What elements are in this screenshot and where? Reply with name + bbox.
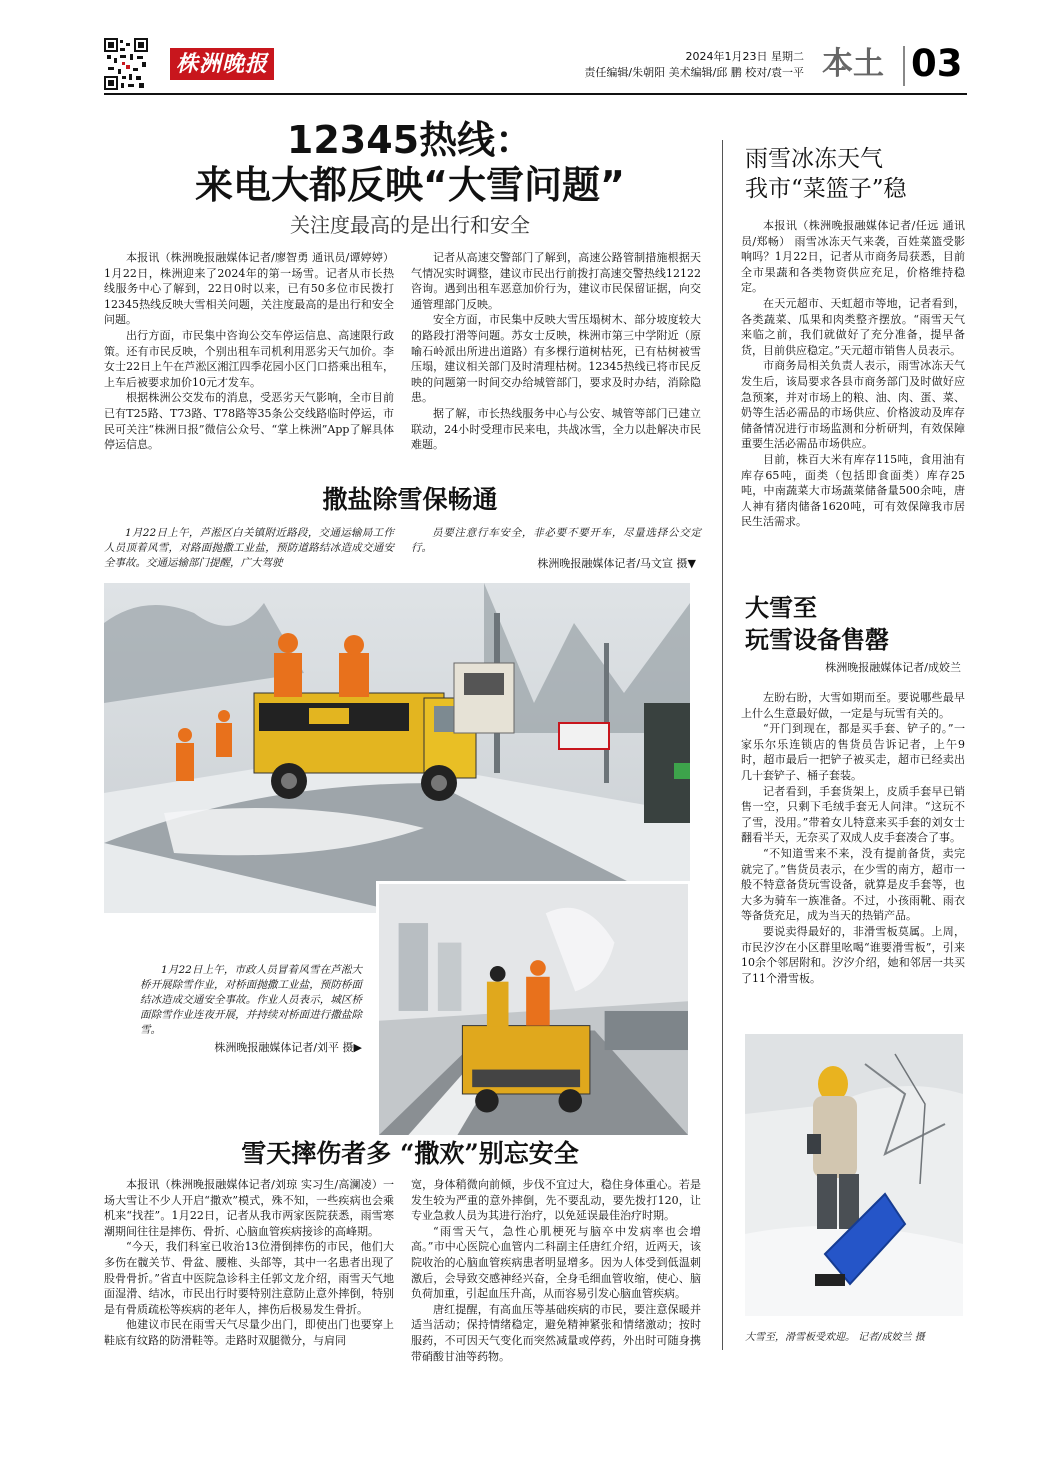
paragraph: 据了解，市长热线服务中心与公安、城管等部门已建立联动，24小时受理市民来电，共战冰雪，全力以赴解决市民难题。 <box>411 406 701 452</box>
paragraph: 目前，株百大米有库存115吨，食用油有库存65吨，面类（包括即食面类）库存25吨，中南蔬菜大市场蔬菜储备量500余吨，唐人神有猪肉储备1620吨，可有效保障我市居民生活需求。 <box>741 452 965 529</box>
issue-date: 2024年1月23日 星期二 <box>685 50 804 63</box>
section-name: 本土 <box>822 46 884 82</box>
photo2-caption: 1月22日上午，市政人员冒着风雪在芦淞大桥开展除雪作业，对桥面抛撒工业盐，预防桥面结冰造成交通安全事故。作业人员表示，城区桥面除雪作业连夜开展，并持续对桥面进行撒盐除雪。 <box>140 964 362 1036</box>
paragraph: 唐红提醒，有高血压等基础疾病的市民，要注意保暖并适当活动；保持情绪稳定，避免精神紧张和情绪激动；按时服药，不可因天气变化而突然减量或停药，外出时可随身携带硝酸甘油等药物。 <box>411 1302 701 1363</box>
page-number: 03 <box>911 42 963 85</box>
photo-story-headline: 撒盐除雪保畅通 <box>322 485 498 514</box>
sled-byline: 株洲晚报融媒体记者/成姣兰 <box>825 661 961 674</box>
child-sled-photo <box>745 1034 963 1316</box>
paragraph: “不知道雪来不来，没有提前备货，卖完就完了。”售货员表示，在少雪的南方，超市一般不特意备货玩雪设备，就算是皮手套等，也大多为骑车一族准备。不过，小孩雨靴、雨衣等备货充足，成为当天的热销产品。 <box>741 846 965 923</box>
main-headline-line1: 12345热线： <box>286 118 534 162</box>
masthead-rule <box>104 93 967 95</box>
paragraph: 本报讯（株洲晚报融媒体记者/任远 通讯员/郑畅） 雨雪冰冻天气来袭，百姓菜篮受影响吗？1月22日，记者从市商务局获悉，目前全市果蔬和各类物资供应充足，价格维持稳定。 <box>741 219 965 295</box>
basket-headline-line2: 我市“菜篮子”稳 <box>745 176 907 202</box>
basket-headline-line1: 雨雪冰冻天气 <box>745 146 883 172</box>
sled-story-body <box>741 690 965 986</box>
injury-story-col2 <box>411 1177 701 1364</box>
paragraph: 在天元超市、天虹超市等地，记者看到，各类蔬菜、瓜果和肉类整齐摆放。“雨雪天气来临之前，我们就做好了充分准备，提早备货，目前供应稳定。”天元超市销售人员表示。 <box>741 296 965 357</box>
paragraph: 宽，身体稍微向前倾，步伐不宜过大，稳住身体重心。若是发生较为严重的意外摔倒，先不要乱动，要先拨打120，让专业急救人员为其进行治疗，以免延误最佳治疗时期。 <box>411 1178 701 1223</box>
sled-headline-line1: 大雪至 <box>745 593 817 622</box>
paragraph: 要说卖得最好的，非滑雪板莫属。上周，市民汐汐在小区群里吆喝“谁要滑雪板”，引来10余个邻居附和。汐汐介绍，她和邻居一共买了11个滑雪板。 <box>741 924 965 985</box>
paragraph: 他建议市民在雨雪天气尽量少出门，即使出门也要穿上鞋底有纹路的防滑鞋等。走路时双腿微分，与肩同 <box>104 1318 394 1347</box>
main-subheadline: 关注度最高的是出行和安全 <box>290 213 530 237</box>
photo1-credit: 株洲晚报融媒体记者/马文宣 摄▼ <box>537 557 696 570</box>
paragraph: “今天，我们科室已收治13位滑倒摔伤的市民，他们大多伤在髋关节、骨盆、腰椎、头部等，其中一名患者出现了股骨骨折。”省直中医院急诊科主任郭文龙介绍，雨雪天气地面湿滑、结冰，市民出行时要特别注意防止意外摔倒，特别是有骨质疏松等疾病的老年人，摔伤后极易发生骨折。 <box>104 1240 394 1316</box>
basket-story-body <box>741 218 965 530</box>
sled-headline-line2: 玩雪设备售罄 <box>745 625 889 654</box>
column-rule <box>722 140 723 1350</box>
paragraph: 根据株洲公交发布的消息，受恶劣天气影响，全市目前已有T25路、T73路、T78路等35条公交线路临时停运，市民可关注“株洲日报”微信公众号、“掌上株洲”App了解具体停运信息。 <box>104 391 394 452</box>
paragraph: 左盼右盼，大雪如期而至。要说哪些最早上什么生意最好做，一定是与玩雪有关的。 <box>741 691 965 720</box>
photo2-credit: 株洲晚报融媒体记者/刘平 摄▶ <box>214 1041 362 1054</box>
paragraph: 记者看到，手套货架上，皮质手套早已销售一空，只剩下毛绒手套无人问津。“这玩不了雪，没用。”带着女儿特意来买手套的刘女士翻看半天，无奈买了双成人皮手套凑合了事。 <box>741 784 965 845</box>
paragraph: “开门到现在，都是买手套、铲子的。”一家乐尔乐连锁店的售货员告诉记者，上午9时，超市最后一把铲子被买走，超市已经卖出几十套铲子、桶子套装。 <box>741 722 965 782</box>
paragraph: 安全方面，市民集中反映大雪压塌树木、部分坡度较大的路段打滑等问题。苏女士反映，株洲市第三中学附近（原喻石岭派出所进出道路）有多棵行道树枯死，已有枯树被雪压塌，建议相关部门及时清理枯树。12345热线已将市民反映的问题第一时间交办给城管部门，要求及时办结，消除隐患。 <box>411 313 701 405</box>
injury-story-col1 <box>104 1177 394 1349</box>
section-divider <box>903 46 905 86</box>
editor-credits: 责任编辑/朱朝阳 美术编辑/邱 鹏 校对/袁一平 <box>584 66 804 79</box>
salt-spreading-photo <box>104 583 690 913</box>
photo1-caption-col2: 员要注意行车安全，非必要不要开车，尽量选择公交定行。 <box>411 527 701 554</box>
newspaper-logo: 株洲晚报 <box>170 48 274 80</box>
qr-code-icon <box>104 38 148 90</box>
injury-story-headline: 雪天摔伤者多 “撒欢”别忘安全 <box>241 1139 579 1168</box>
bridge-deicing-photo <box>376 881 691 1138</box>
paragraph: “雨雪天气，急性心肌梗死与脑卒中发病率也会增高。”市中心医院心血管内二科副主任唐红介绍，近两天，该院收治的心脑血管疾病患者明显增多。因为人体受到低温刺激后，会导致交感神经兴奋，全身毛细血管收缩，使心、脑负荷加重，引起血压升高，从而容易引发心脑血管疾病。 <box>411 1224 701 1301</box>
paragraph: 记者从高速交警部门了解到，高速公路管制措施根据天气情况实时调整，建议市民出行前拨打高速交警热线12122咨询。遇到出租车恶意加价行为，建议市民保留证据，向交通管理部门反映。 <box>411 251 701 311</box>
paragraph: 出行方面，市民集中咨询公交车停运信息、高速限行政策。还有市民反映，个别出租车司机利用恶劣天气加价。李女士22日上午在芦淞区湘江四季花园小区门口搭乘出租车，上车后被要求加价10元才发车。 <box>104 328 394 389</box>
paragraph: 本报讯（株洲晚报融媒体记者/刘琼 实习生/高澜凌）一场大雪让不少人开启“撒欢”模式，殊不知，一些疾病也会乘机来“找茬”。1月22日，记者从我市两家医院获悉，雨雪寒潮期间往往是摔伤、骨折、心脑血管疾病接诊的高峰期。 <box>104 1178 394 1238</box>
main-story-col2 <box>411 250 701 453</box>
photo1-caption-col1: 1月22日上午，芦淞区白关镇附近路段，交通运输局工作人员顶着风雪，对路面抛撒工业盐，预防道路结冰造成交通安全事故。交通运输部门提醒，广大驾驶 <box>104 527 394 569</box>
paragraph: 本报讯（株洲晚报融媒体记者/廖智勇 通讯员/谭婷婷） 1月22日，株洲迎来了2024年的第一场雪。记者从市长热线服务中心了解到，22日0时以来，已有50多位市民拨打12345热线反映大雪相关问题，关注度最高的是出行和安全问题。 <box>104 251 394 327</box>
sled-photo-caption: 大雪至，滑雪板受欢迎。 记者/成姣兰 摄 <box>745 1332 925 1343</box>
paragraph: 市商务局相关负责人表示，雨雪冰冻天气发生后，该局要求各县市商务部门及时做好应急预案，并对市场上的粮、油、肉、蛋、菜、奶等生活必需品的市场供应、价格波动及库存储备情况进行市场监测和分析研判，有效保障重要生活必需品市场供应。 <box>741 359 965 451</box>
main-story-col1 <box>104 250 394 453</box>
main-headline-line2: 来电大都反映“大雪问题” <box>195 163 625 207</box>
